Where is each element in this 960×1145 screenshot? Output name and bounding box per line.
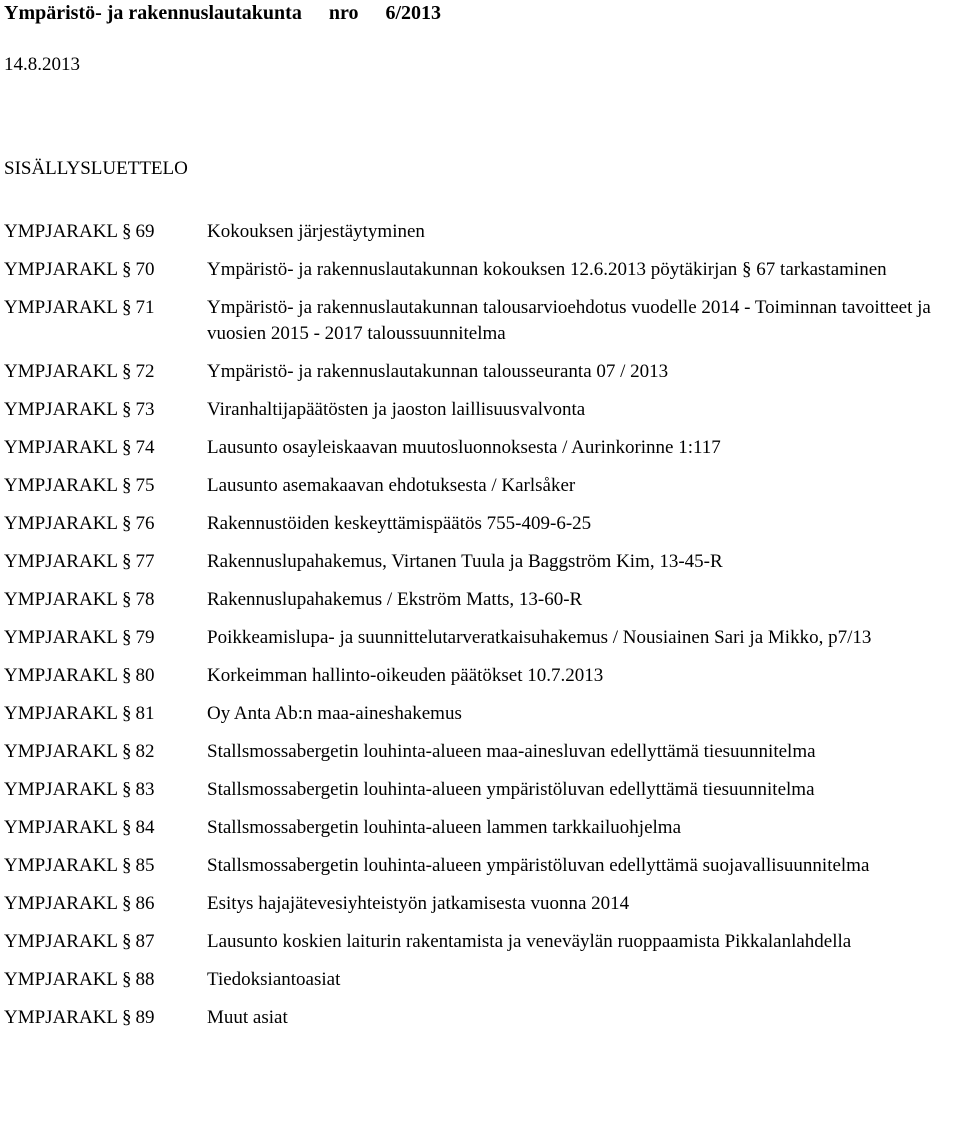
section-symbol: §: [122, 513, 132, 534]
toc-entry-subject: Ympäristö- ja rakennuslautakunnan talousseuranta 07 / 2013: [207, 361, 669, 382]
toc-entry-reference: [4, 397, 207, 423]
toc-entry-prefix: YMPJARAKL: [4, 361, 119, 382]
meeting-date: 14.8.2013: [4, 54, 80, 75]
toc-entry-prefix: YMPJARAKL: [4, 665, 119, 686]
toc-entry-subject: Oy Anta Ab:n maa-aineshakemus: [207, 703, 462, 724]
section-symbol: §: [122, 1007, 132, 1028]
section-symbol: §: [122, 703, 132, 724]
toc-entry-subject: Rakennuslupahakemus, Virtanen Tuula ja Baggström Kim, 13-45-R: [207, 551, 723, 572]
toc-entry: [4, 295, 954, 347]
toc-entry-subject: Viranhaltijapäätösten ja jaoston laillisuusvalvonta: [207, 399, 586, 420]
toc-entry-reference: [4, 739, 207, 765]
toc-entry-prefix: YMPJARAKL: [4, 399, 119, 420]
toc-entry-subject: Kokouksen järjestäytyminen: [207, 221, 425, 242]
nro-label: nro: [328, 2, 359, 24]
toc-entry-number: 72: [135, 361, 155, 382]
toc-entry-reference: [4, 777, 207, 803]
toc-entry-subject: Poikkeamislupa- ja suunnittelutarveratkaisuhakemus / Nousiainen Sari ja Mikko, p7/13: [207, 627, 872, 648]
toc-entry-reference: [4, 967, 207, 993]
toc-entry-prefix: YMPJARAKL: [4, 893, 119, 914]
toc-entry-number: 76: [135, 513, 155, 534]
toc-entry-number: 79: [135, 627, 155, 648]
toc-entry-number: 89: [135, 1007, 155, 1028]
toc-entry-reference: [4, 359, 207, 385]
toc-entry-number: 81: [135, 703, 155, 724]
toc-entry: [4, 257, 954, 283]
toc-entry-number: 86: [135, 893, 155, 914]
toc-list: [4, 219, 954, 1043]
toc-entry-subject: Ympäristö- ja rakennuslautakunnan kokouksen 12.6.2013 pöytäkirjan § 67 tarkastaminen: [207, 259, 887, 280]
toc-entry-reference: [4, 587, 207, 613]
section-symbol: §: [122, 399, 132, 420]
toc-entry-number: 77: [135, 551, 155, 572]
toc-entry-subject: Ympäristö- ja rakennuslautakunnan talousarvioehdotus vuodelle 2014 - Toiminnan tavoitteet ja vuosien 2015 - 2017 taloussuunnitelma: [207, 297, 931, 344]
toc-entry-reference: [4, 701, 207, 727]
toc-entry: [4, 701, 954, 727]
toc-entry-reference: [4, 663, 207, 689]
toc-entry: [4, 587, 954, 613]
toc-entry-reference: [4, 295, 207, 321]
toc-entry-subject: Stallsmossabergetin louhinta-alueen maa-ainesluvan edellyttämä tiesuunnitelma: [207, 741, 816, 762]
toc-entry: [4, 815, 954, 841]
toc-entry-prefix: YMPJARAKL: [4, 221, 119, 242]
toc-entry-prefix: YMPJARAKL: [4, 969, 119, 990]
section-symbol: §: [122, 221, 132, 242]
toc-entry-prefix: YMPJARAKL: [4, 513, 119, 534]
toc-entry: [4, 549, 954, 575]
toc-entry-subject: Stallsmossabergetin louhinta-alueen lammen tarkkailuohjelma: [207, 817, 681, 838]
toc-entry-number: 73: [135, 399, 155, 420]
toc-entry-subject: Lausunto osayleiskaavan muutosluonnoksesta / Aurinkorinne 1:117: [207, 437, 721, 458]
toc-entry-reference: [4, 257, 207, 283]
section-symbol: §: [122, 475, 132, 496]
toc-entry-prefix: YMPJARAKL: [4, 855, 119, 876]
section-symbol: §: [122, 551, 132, 572]
section-symbol: §: [122, 741, 132, 762]
section-symbol: §: [122, 437, 132, 458]
section-symbol: §: [122, 297, 132, 318]
toc-entry: [4, 663, 954, 689]
toc-entry: [4, 891, 954, 917]
toc-entry-reference: [4, 219, 207, 245]
toc-entry-subject: Korkeimman hallinto-oikeuden päätökset 10.7.2013: [207, 665, 604, 686]
toc-entry: [4, 1005, 954, 1031]
section-symbol: §: [122, 931, 132, 952]
meeting-number: 6/2013: [385, 2, 442, 24]
toc-entry: [4, 929, 954, 955]
toc-entry: [4, 853, 954, 879]
section-symbol: §: [122, 893, 132, 914]
toc-entry-subject: Stallsmossabergetin louhinta-alueen ympäristöluvan edellyttämä suojavallisuunnitelma: [207, 855, 870, 876]
toc-entry-reference: [4, 853, 207, 879]
toc-entry-number: 78: [135, 589, 155, 610]
toc-entry-prefix: YMPJARAKL: [4, 297, 119, 318]
toc-entry: [4, 511, 954, 537]
toc-entry-prefix: YMPJARAKL: [4, 627, 119, 648]
section-symbol: §: [122, 259, 132, 280]
toc-entry-subject: Muut asiat: [207, 1007, 288, 1028]
toc-entry-number: 88: [135, 969, 155, 990]
toc-entry-number: 83: [135, 779, 155, 800]
toc-entry: [4, 777, 954, 803]
toc-entry: [4, 473, 954, 499]
toc-entry-subject: Rakennustöiden keskeyttämispäätös 755-409-6-25: [207, 513, 592, 534]
section-symbol: §: [122, 779, 132, 800]
toc-entry-reference: [4, 435, 207, 461]
toc-entry-subject: Esitys hajajätevesiyhteistyön jatkamisesta vuonna 2014: [207, 893, 630, 914]
toc-entry-number: 75: [135, 475, 155, 496]
toc-entry-prefix: YMPJARAKL: [4, 703, 119, 724]
section-symbol: §: [122, 855, 132, 876]
toc-heading: SISÄLLYSLUETTELO: [4, 158, 188, 179]
toc-entry-prefix: YMPJARAKL: [4, 589, 119, 610]
toc-entry-prefix: YMPJARAKL: [4, 931, 119, 952]
toc-entry: [4, 739, 954, 765]
toc-entry: [4, 625, 954, 651]
toc-entry-subject: Tiedoksiantoasiat: [207, 969, 341, 990]
toc-entry: [4, 359, 954, 385]
toc-entry-number: 74: [135, 437, 155, 458]
section-symbol: §: [122, 361, 132, 382]
toc-entry: [4, 397, 954, 423]
toc-entry-prefix: YMPJARAKL: [4, 1007, 119, 1028]
toc-entry-prefix: YMPJARAKL: [4, 817, 119, 838]
section-symbol: §: [122, 817, 132, 838]
toc-entry: [4, 219, 954, 245]
toc-entry-prefix: YMPJARAKL: [4, 475, 119, 496]
toc-entry-number: 84: [135, 817, 155, 838]
toc-entry-number: 82: [135, 741, 155, 762]
toc-entry-prefix: YMPJARAKL: [4, 437, 119, 458]
document-header: [4, 0, 441, 26]
toc-entry-subject: Lausunto koskien laiturin rakentamista ja veneväylän ruoppaamista Pikkalanlahdella: [207, 931, 852, 952]
toc-entry-number: 69: [135, 221, 155, 242]
section-symbol: §: [122, 665, 132, 686]
toc-entry-prefix: YMPJARAKL: [4, 741, 119, 762]
toc-entry-reference: [4, 625, 207, 651]
toc-entry-number: 71: [135, 297, 155, 318]
toc-entry-reference: [4, 1005, 207, 1031]
toc-entry-prefix: YMPJARAKL: [4, 551, 119, 572]
toc-entry-number: 80: [135, 665, 155, 686]
section-symbol: §: [122, 969, 132, 990]
toc-entry-prefix: YMPJARAKL: [4, 259, 119, 280]
toc-entry-number: 85: [135, 855, 155, 876]
section-symbol: §: [122, 627, 132, 648]
section-symbol: §: [122, 589, 132, 610]
toc-entry-number: 70: [135, 259, 155, 280]
organization-name: Ympäristö- ja rakennuslautakunta: [4, 2, 302, 24]
toc-entry-reference: [4, 549, 207, 575]
toc-entry-reference: [4, 473, 207, 499]
toc-entry-subject: Lausunto asemakaavan ehdotuksesta / Karlsåker: [207, 475, 576, 496]
toc-entry-reference: [4, 511, 207, 537]
toc-entry-number: 87: [135, 931, 155, 952]
toc-entry-subject: Stallsmossabergetin louhinta-alueen ympäristöluvan edellyttämä tiesuunnitelma: [207, 779, 815, 800]
toc-entry-reference: [4, 929, 207, 955]
toc-entry-subject: Rakennuslupahakemus / Ekström Matts, 13-60-R: [207, 589, 583, 610]
toc-entry-prefix: YMPJARAKL: [4, 779, 119, 800]
toc-entry: [4, 967, 954, 993]
toc-entry: [4, 435, 954, 461]
toc-entry-reference: [4, 815, 207, 841]
toc-entry-reference: [4, 891, 207, 917]
